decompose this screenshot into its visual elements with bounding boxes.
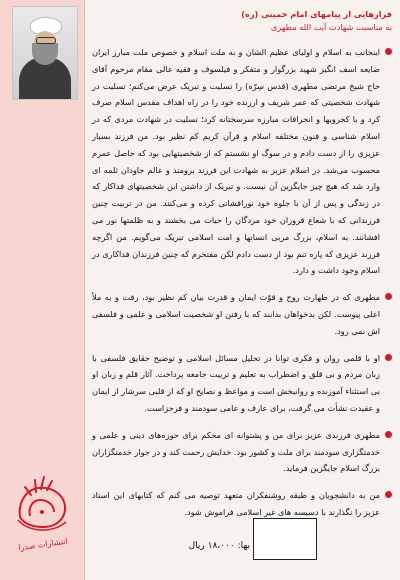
bullet-icon <box>385 354 392 361</box>
paragraph-1-text: اینجانب به اسلام و اولیای عظیم الشان و به ملت اسلام و خصوص ملت مبارز ایران ضایعه اسف انگیز شهید بزرگوار و متفکر و فیلسوف و فقیه عالی مقام مرحوم آقای حاج شیخ مرتضی مطهری (قدس سِرّه) را تسلیت و تبریک عرض می‌کنم؛ تسلیت در شهادت شخصیتی که عمر شریف و ارزنده خود را در راه اهداف مقدس اسلام صرف کرد و با کجرویها و انحرافات مبارزه سرسختانه کرد؛ تسلیت در شهادت مردی که در اسلام شناسی و فنون مختلفه اسلام و قرآن کریم کم نظیر بود. من فرزند بسیار عزیزی را از دست دادم و در سوگ او نشستم که از شخصیتهایی بود که حاصل عمرم محسوب می‌شد. در اسلام عزیز به شهادت این فرزند برومند و عالم جاودان ثلمه ای وارد شد که هیچ چیز جایگزین آن نیست. و تبریک از داشتن این شخصیتهای فداکار که در زندگی و پس از آن با جلوه خود نورافشانی کرده و می‌کنند. من در تربیت چنین فرزندانی که با شعاع فروزان خود مردگان را حیات می بخشند و به ظلمتها نور می افشانند. به اسلام، بزرگ مربی انسانها و امت اسلامی تبریک می‌گویم. من اگرچه فرزند عزیزی که پاره تنم بود از دست دادم لکن مفتخرم که چنین فرزندان فداکاری در اسلام وجود داشت و دارد. <box>92 47 380 276</box>
paragraph-4-text: مطهری فرزندی عزیز برای من و پشتوانه ای محکم برای حوزه‌های دینی و علمی و خدمتگزاری سودمند برای ملت و کشور بود. خدایش رحمت کند و در جوار خدمتگزاران بزرگ اسلام جایگزین فرماید. <box>92 429 380 474</box>
calligraphy-seal-icon <box>10 472 74 536</box>
header-line-2: به مناسبت شهادت آیت الله مطهری <box>270 22 392 32</box>
paragraph-2 <box>92 289 392 339</box>
main-text-column <box>92 8 392 556</box>
bullet-icon <box>385 431 392 438</box>
bullet-icon <box>385 491 392 498</box>
bullet-icon <box>385 48 392 55</box>
paragraph-3-text: او با قلمی روان و فکری توانا در تحلیل مسائل اسلامی و توضیح حقایق فلسفی با زبان مردم و بی قلق و اضطراب به تعلیم و تربیت جامعه پرداخت. آثار قلم و زبان او بی استثناء آموزنده و روانبخش است و مواعظ و نصایح او که از قلبی سرشار از ایمان و عقیدت نشأت می گرفت، برای عارف و عامی سودمند و فرحزاست. <box>92 352 380 413</box>
header-line-1: فرازهایی از پیامهای امام خمینی (ره) <box>241 9 392 19</box>
paragraph-4 <box>92 427 392 477</box>
price-label: بها: ۱۸،۰۰۰ ریال <box>188 541 250 551</box>
glasses-icon <box>36 37 56 44</box>
paragraph-5-text: من به دانشجویان و طبقه روشنفکران متعهد توصیه می کنم که کتابهای این استاد عزیز را نگذارند با دسیسه های غیر اسلامی فراموش شود. <box>92 490 380 517</box>
paragraph-5 <box>92 487 392 521</box>
price-box <box>253 518 317 560</box>
portrait-photo <box>12 6 78 100</box>
seal-text: انتشارات صدرا <box>17 536 69 553</box>
header-title <box>92 8 392 34</box>
paragraph-1 <box>92 44 392 279</box>
paragraph-2-text: مطهری که در طهارت روح و قوّت ایمان و قدرت بیان کم نظیر بود، رفت و به ملأ اعلی پیوست. لکن بدخواهان بدانند که با رفتن او شخصیت اسلامی و علمی و فلسفی اش نمی رود. <box>92 292 380 336</box>
paragraph-3 <box>92 350 392 417</box>
bullet-icon <box>385 293 392 300</box>
